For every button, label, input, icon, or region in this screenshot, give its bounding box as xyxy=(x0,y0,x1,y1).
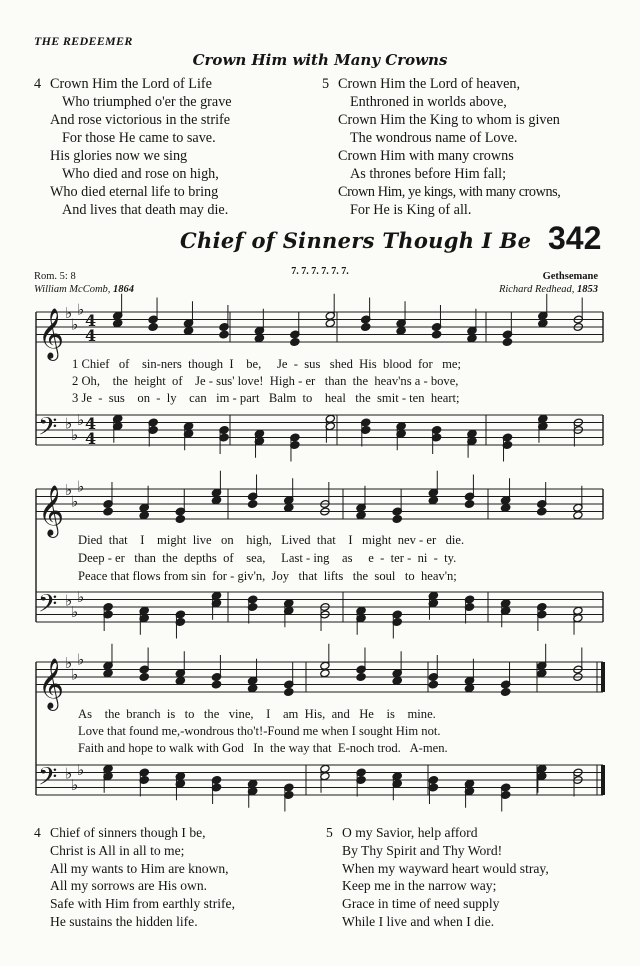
flat-icon: ♭ xyxy=(77,760,85,779)
note-head xyxy=(428,496,438,505)
note-head xyxy=(396,326,406,335)
verse-line: All my sorrows are His own. xyxy=(50,878,208,894)
note-head xyxy=(211,496,221,505)
verse-line: By Thy Spirit and Thy Word! xyxy=(342,842,503,858)
flat-icon: ♭ xyxy=(65,764,73,783)
note-head xyxy=(502,338,512,347)
hymn-number: 342 xyxy=(548,220,602,256)
note-head xyxy=(392,515,402,524)
tune-name: Gethsemane xyxy=(542,271,598,282)
note-head xyxy=(284,503,294,512)
hymn-verse-5 xyxy=(326,824,549,966)
note-head xyxy=(501,503,511,512)
author-year: 1864 xyxy=(113,284,135,295)
flat-icon: ♭ xyxy=(71,315,79,334)
system-2-lyric-3: Peace that flows from sin for - giv'n, Joy that lifts the soul to heav'n; xyxy=(78,569,457,583)
scripture-ref: Rom. 5: 8 xyxy=(34,271,76,282)
note-head xyxy=(219,330,229,339)
verse-line: Crown Him with many crowns xyxy=(338,148,514,164)
flat-icon: ♭ xyxy=(71,775,79,794)
verse-line: Grace in time of need supply xyxy=(342,896,500,912)
flat-icon: ♭ xyxy=(71,602,79,621)
verse-line: Crown Him the King to whom is given xyxy=(338,112,560,128)
note-head xyxy=(428,680,438,689)
note-head xyxy=(467,334,477,343)
note-head xyxy=(284,688,294,697)
system-1-lyric-2: 2 Oh, the height of Je - sus' love! High - er than the heav'ns a - bove, xyxy=(72,374,459,388)
note-head xyxy=(537,507,547,516)
verse-line: While I live and when I die. xyxy=(342,914,495,929)
system-3-lyric-3: Faith and hope to walk with God In the way that E-noch trod. A-men. xyxy=(78,741,448,755)
note-head xyxy=(139,511,149,520)
verse-line: Who triumphed o'er the grave xyxy=(62,94,232,110)
composer-year: 1853 xyxy=(577,284,598,295)
time-signature-top: 4 xyxy=(85,311,97,330)
verse-line: All my wants to Him are known, xyxy=(50,860,229,876)
note-head xyxy=(356,673,366,682)
system-2-lyric-1: Died that I might live on high, Lived that I might nev - er die. xyxy=(78,533,465,547)
verse-line: For He is King of all. xyxy=(350,202,472,218)
bass-clef-icon: 𝄢 xyxy=(38,589,58,625)
verse-line: His glories now we sing xyxy=(50,148,188,164)
verse-line: For those He came to save. xyxy=(62,130,216,146)
verse-line: He sustains the hidden life. xyxy=(50,914,198,929)
verse-line: Who died eternal life to bring xyxy=(50,184,219,200)
note-head xyxy=(464,684,474,693)
verse-line: Crown Him, ye kings, with many crowns, xyxy=(338,184,561,200)
verse-line: Crown Him the Lord of Life xyxy=(50,76,212,92)
verse-line: When my wayward heart would stray, xyxy=(342,860,549,876)
system-1-lyric-1: 1 Chief of sin-ners though I be, Je - sus shed His blood for me; xyxy=(72,357,461,371)
composer-name: Richard Redhead xyxy=(498,284,572,295)
flat-icon: ♭ xyxy=(77,477,85,496)
note-head xyxy=(392,676,402,685)
verse-line: Keep me in the narrow way; xyxy=(342,878,497,894)
note-head xyxy=(320,669,330,678)
verse-number: 5 xyxy=(322,76,330,92)
flat-icon: ♭ xyxy=(77,650,85,669)
verse-line: Who died and rose on high, xyxy=(62,166,219,182)
treble-clef-icon: 𝄞 xyxy=(38,485,65,536)
note-head xyxy=(290,338,300,347)
flat-icon: ♭ xyxy=(71,425,79,444)
note-head xyxy=(175,515,185,524)
system-1-lyric-3: 3 Je - sus on - ly can im - part Balm to heal the smit - ten heart; xyxy=(72,391,460,405)
verse-line: Christ is All in all to me; xyxy=(50,842,185,858)
verse-line: O my Savior, help afford xyxy=(342,825,478,840)
note-head xyxy=(183,326,193,335)
verse-number: 4 xyxy=(34,825,41,840)
time-signature-bottom: 4 xyxy=(85,326,97,345)
note-head xyxy=(356,511,366,520)
composer-credit: Richard Redhead, 1853 xyxy=(498,284,598,295)
flat-icon: ♭ xyxy=(71,492,79,511)
bass-clef-icon: 𝄢 xyxy=(38,412,58,448)
time-signature-top: 4 xyxy=(85,414,97,433)
note-head xyxy=(254,334,264,343)
flat-icon: ♭ xyxy=(77,410,85,429)
flat-icon: ♭ xyxy=(77,300,85,319)
treble-clef-icon: 𝄞 xyxy=(38,658,65,709)
time-signature-bottom: 4 xyxy=(85,429,97,448)
running-head: THE REDEEMER xyxy=(34,34,133,48)
note-head xyxy=(573,511,583,520)
note-head xyxy=(501,688,511,697)
note-head xyxy=(103,669,113,678)
note-head xyxy=(175,676,185,685)
note-head xyxy=(248,684,258,693)
system-2-lyric-2: Deep - er than the depths of sea, Last - ing as e - ter - ni - ty. xyxy=(78,551,457,565)
bass-clef-icon: 𝄢 xyxy=(38,762,58,798)
verse-line: Safe with Him from earthly strife, xyxy=(50,896,235,912)
verse-number: 4 xyxy=(34,76,42,92)
verse-line: The wondrous name of Love. xyxy=(350,130,518,146)
system-3-lyric-1: As the branch is to the vine, I am His, and He is mine. xyxy=(78,707,436,721)
meter: 7. 7. 7. 7. 7. 7. xyxy=(291,266,349,277)
note-head xyxy=(464,500,474,509)
flat-icon: ♭ xyxy=(65,414,73,433)
verse-line: Crown Him the Lord of heaven, xyxy=(338,76,521,92)
note-head xyxy=(211,680,221,689)
previous-hymn-title: Crown Him with Many Crowns xyxy=(192,51,448,69)
note-head xyxy=(148,323,158,332)
note-head xyxy=(431,330,441,339)
verse-line: Enthroned in worlds above, xyxy=(350,94,507,110)
note-head xyxy=(361,323,371,332)
verse-line: And lives that death may die. xyxy=(62,202,229,218)
flat-icon: ♭ xyxy=(77,587,85,606)
note-head xyxy=(113,319,123,328)
note-head xyxy=(325,319,335,328)
flat-icon: ♭ xyxy=(65,654,73,672)
note-head xyxy=(537,669,547,678)
flat-icon: ♭ xyxy=(65,591,73,610)
author-name: William McComb xyxy=(34,284,108,295)
note-head xyxy=(248,500,258,509)
hymn-title: Chief of Sinners Though I Be xyxy=(180,228,532,253)
flat-icon: ♭ xyxy=(65,304,73,322)
verse-line: As thrones before Him fall; xyxy=(350,166,507,182)
note-head xyxy=(103,507,113,516)
system-3-lyric-2: Love that found me,-wondrous tho't!-Found me when I sought Him not. xyxy=(78,724,441,738)
note-head xyxy=(139,673,149,682)
treble-clef-icon: 𝄞 xyxy=(38,308,65,359)
note-head xyxy=(538,319,548,328)
verse-number: 5 xyxy=(326,825,333,840)
flat-icon: ♭ xyxy=(71,665,79,684)
verse-line: Chief of sinners though I be, xyxy=(50,825,206,840)
author-credit: William McComb, 1864 xyxy=(34,284,135,295)
flat-icon: ♭ xyxy=(65,481,73,499)
hymn-verse-4 xyxy=(34,824,235,966)
verse-line: And rose victorious in the strife xyxy=(50,112,231,128)
